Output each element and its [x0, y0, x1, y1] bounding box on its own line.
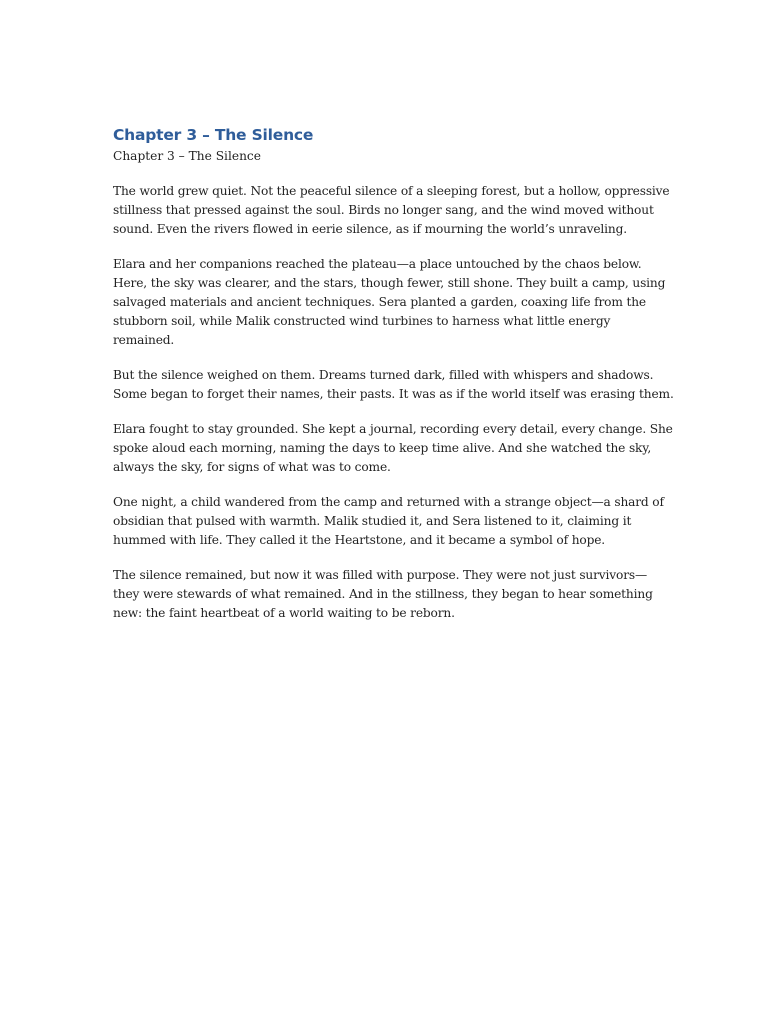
paragraph-5 — [113, 493, 664, 550]
document-content — [113, 124, 674, 623]
text-line: stubborn soil, while Malik constructed wind turbines to harness what little energy — [113, 314, 611, 328]
text-line: One night, a child wandered from the camp and returned with a strange object—a shard of — [113, 495, 664, 509]
text-line: always the sky, for signs of what was to come. — [113, 460, 391, 474]
text-line: The silence remained, but now it was filled with purpose. They were not just survivors— — [113, 568, 648, 582]
text-line: remained. — [113, 333, 175, 347]
text-line: salvaged materials and ancient techniques. Sera planted a garden, coaxing life from the — [113, 295, 646, 309]
paragraph-4 — [113, 420, 673, 477]
text-line: they were stewards of what remained. And in the stillness, they began to hear something — [113, 587, 653, 601]
text-line: Some began to forget their names, their pasts. It was as if the world itself was erasing them. — [113, 387, 674, 401]
text-line: But the silence weighed on them. Dreams turned dark, filled with whispers and shadows. — [113, 368, 654, 382]
paragraph-1 — [113, 182, 670, 239]
paragraph-3 — [113, 366, 674, 404]
paragraph-2 — [113, 255, 666, 350]
text-line: new: the faint heartbeat of a world waiting to be reborn. — [113, 606, 455, 620]
chapter-subtitle: Chapter 3 – The Silence — [113, 149, 261, 163]
text-line: Here, the sky was clearer, and the stars, though fewer, still shone. They built a camp, using — [113, 276, 666, 290]
text-line: Elara fought to stay grounded. She kept a journal, recording every detail, every change. She — [113, 422, 673, 436]
paragraph-6 — [113, 566, 658, 623]
text-line: stillness that pressed against the soul. Birds no longer sang, and the wind moved without — [113, 203, 654, 217]
chapter-heading: Chapter 3 – The Silence — [113, 126, 314, 144]
text-line: obsidian that pulsed with warmth. Malik studied it, and Sera listened to it, claiming it — [113, 514, 632, 528]
text-line: sound. Even the rivers flowed in eerie silence, as if mourning the world’s unraveling. — [113, 222, 627, 236]
text-line: spoke aloud each morning, naming the days to keep time alive. And she watched the sky, — [113, 441, 652, 455]
text-line: Elara and her companions reached the plateau—a place untouched by the chaos below. — [113, 257, 642, 271]
text-line: hummed with life. They called it the Heartstone, and it became a symbol of hope. — [113, 533, 606, 547]
text-line: The world grew quiet. Not the peaceful silence of a sleeping forest, but a hollow, oppressive — [113, 184, 670, 198]
